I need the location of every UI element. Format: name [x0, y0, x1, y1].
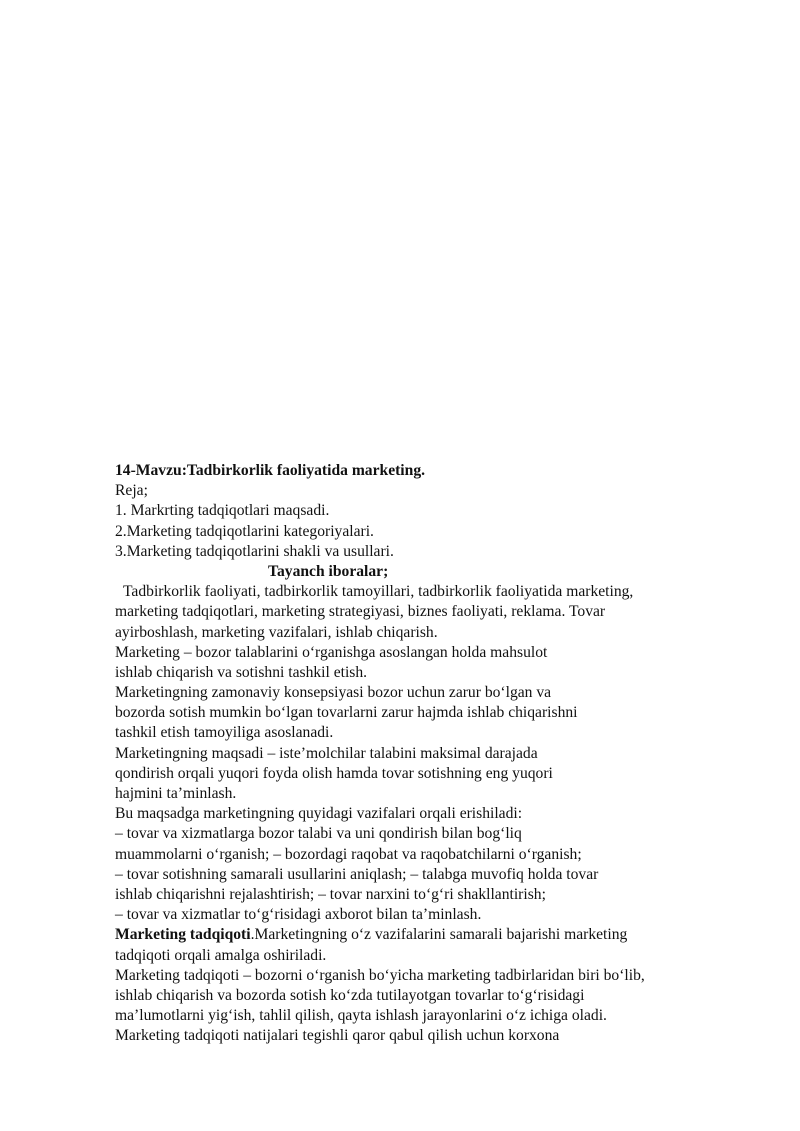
- body-line: Marketing – bozor talablarini o‘rganishga asoslangan holda mahsulot: [115, 643, 548, 661]
- plan-item: 3.Marketing tadqiqotlarini shakli va usullari.: [115, 542, 394, 560]
- body-line: ishlab chiqarish va sotishni tashkil etish.: [115, 663, 368, 681]
- keywords-line: ayirboshlash, marketing vazifalari, ishlab chiqarish.: [115, 623, 438, 641]
- body-line: muammolarni o‘rganish; – bozordagi raqobat va raqobatchilarni o‘rganish;: [115, 845, 582, 863]
- keywords-line: marketing tadqiqotlari, marketing strategiyasi, biznes faoliyati, reklama. Tovar: [115, 603, 606, 621]
- keywords-line: Tadbirkorlik faoliyati, tadbirkorlik tamoyillari, tadbirkorlik faoliyatida marketing,: [123, 583, 634, 601]
- tail-line: Marketing tadqiqoti – bozorni o‘rganish bo‘yicha marketing tadbirlaridan biri bo‘lib,: [115, 966, 645, 984]
- body-line: ishlab chiqarishni rejalashtirish; – tovar narxini to‘g‘ri shakllantirish;: [115, 885, 546, 903]
- plan-item: 1. Markrting tadqiqotlari maqsadi.: [115, 502, 330, 520]
- keywords-heading: Tayanch iboralar;: [268, 562, 389, 580]
- body-line: qondirish orqali yuqori foyda olish hamda tovar sotishning eng yuqori: [115, 764, 553, 782]
- body-line: Marketingning zamonaviy konsepsiyasi bozor uchun zarur bo‘lgan va: [115, 684, 552, 702]
- tail-line: ishlab chiqarish va bozorda sotish ko‘zda tutilayotgan tovarlar to‘g‘risidagi: [115, 986, 585, 1004]
- body-line: tashkil etish tamoyiliga asoslanadi.: [115, 724, 334, 742]
- document-title: 14-Mavzu:Tadbirkorlik faoliyatida marketing.: [115, 462, 426, 479]
- tail-line: ma’lumotlarni yig‘ish, tahlil qilish, qayta ishlash jarayonlarini o‘z ichiga oladi.: [115, 1007, 607, 1025]
- body-line: – tovar sotishning samarali usullarini aniqlash; – talabga muvofiq holda tovar: [115, 865, 599, 883]
- research-term: Marketing tadqiqoti: [115, 926, 251, 944]
- body-line: – tovar va xizmatlar to‘g‘risidagi axborot bilan ta’minlash.: [115, 906, 482, 924]
- body-line: bozorda sotish mumkin bo‘lgan tovarlarni zarur hajmda ishlab chiqarishni: [115, 704, 578, 722]
- research-line: [115, 925, 755, 945]
- research-text: .Marketingning o‘z vazifalarini samarali bajarishi marketing: [250, 926, 628, 944]
- plan-label: Reja;: [115, 482, 148, 500]
- body-line: Bu maqsadga marketingning quyidagi vazifalari orqali erishiladi:: [115, 805, 523, 823]
- plan-item: 2.Marketing tadqiqotlarini kategoriyalari.: [115, 522, 374, 540]
- body-line: hajmini ta’minlash.: [115, 785, 237, 802]
- body-line: – tovar va xizmatlarga bozor talabi va uni qondirish bilan bog‘liq: [115, 825, 522, 843]
- tail-line: tadqiqoti orqali amalga oshiriladi.: [115, 946, 327, 964]
- body-line: Marketingning maqsadi – iste’molchilar talabini maksimal darajada: [115, 744, 538, 762]
- tail-line: Marketing tadqiqoti natijalari tegishli qaror qabul qilish uchun korxona: [115, 1027, 560, 1045]
- document-body: [115, 461, 755, 1046]
